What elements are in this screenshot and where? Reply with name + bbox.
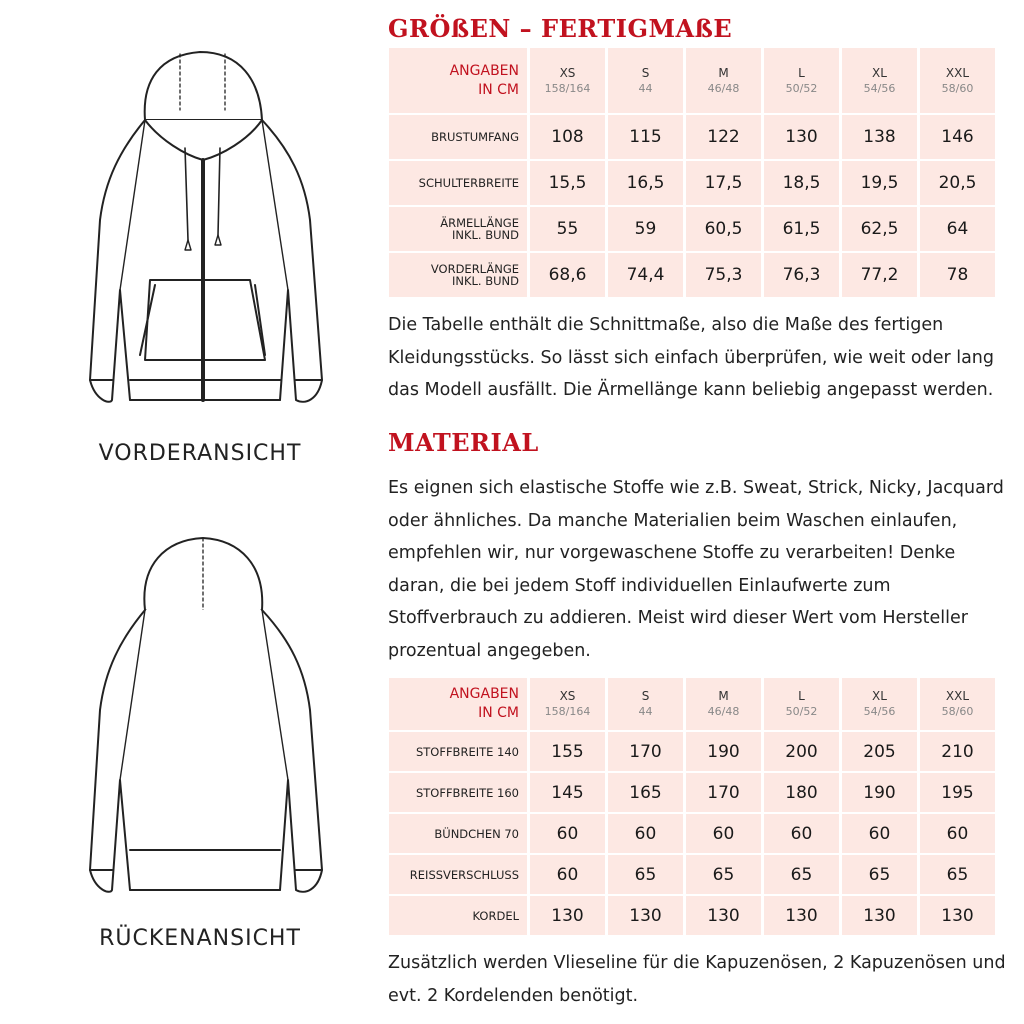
table-cell: 165 bbox=[608, 773, 683, 812]
row-label: STOFFBREITE 140 bbox=[389, 732, 527, 771]
size-sub: 44 bbox=[638, 705, 653, 718]
size-column-head bbox=[608, 678, 683, 730]
table-cell: 65 bbox=[842, 855, 917, 894]
table-cell: 130 bbox=[530, 896, 605, 935]
table-cell: 60 bbox=[686, 814, 761, 853]
table-cell: 200 bbox=[764, 732, 839, 771]
size-name: XS bbox=[559, 65, 576, 80]
size-sub: 46/48 bbox=[707, 705, 740, 718]
row-label-line1: VORDERLÄNGE bbox=[430, 262, 519, 276]
table-cell: 170 bbox=[686, 773, 761, 812]
size-column-head bbox=[686, 48, 761, 113]
table-row bbox=[389, 773, 995, 812]
table-cell: 190 bbox=[842, 773, 917, 812]
table-row bbox=[389, 896, 995, 935]
material-heading: MATERIAL bbox=[388, 428, 539, 457]
size-column-head bbox=[530, 678, 605, 730]
row-label: KORDEL bbox=[389, 896, 527, 935]
table-cell: 60 bbox=[608, 814, 683, 853]
row-label-line1: ÄRMELLÄNGE bbox=[440, 216, 519, 230]
size-name: XXL bbox=[945, 65, 970, 80]
table-cell: 60 bbox=[842, 814, 917, 853]
size-sub: 54/56 bbox=[863, 705, 896, 718]
table-cell: 74,4 bbox=[608, 253, 683, 297]
table-cell: 170 bbox=[608, 732, 683, 771]
size-name: M bbox=[718, 689, 729, 703]
sizes-table bbox=[386, 46, 998, 299]
table-cell: 180 bbox=[764, 773, 839, 812]
row-label-line2: INKL. BUND bbox=[451, 228, 519, 242]
row-label bbox=[389, 115, 527, 159]
size-name: S bbox=[641, 65, 650, 80]
sizes-note: Die Tabelle enthält die Schnittmaße, also die Maße des fertigen Kleidungsstücks. So lässt sich einfach überprüfen, wie weit oder lang das Modell ausfällt. Die Ärmellänge kann beliebig angepasst werden. bbox=[388, 315, 995, 400]
table-cell: 130 bbox=[608, 896, 683, 935]
row-label-line2: INKL. BUND bbox=[451, 274, 519, 288]
table-cell: 130 bbox=[920, 896, 995, 935]
table-cell: 62,5 bbox=[842, 207, 917, 251]
material-table bbox=[386, 676, 998, 937]
table-cell: 76,3 bbox=[764, 253, 839, 297]
table-cell: 16,5 bbox=[608, 161, 683, 205]
size-name: S bbox=[641, 689, 650, 703]
material-text: Es eignen sich elastische Stoffe wie z.B. Sweat, Strick, Nicky, Jacquard oder ähnliches. Da manche Materialien beim Waschen einlaufen, empfehlen wir, nur vorgewaschene Stoffe zu verarbeiten! Denke daran, die bei jedem Stoff individuellen Einlaufwerte zum Stoffverbrauch zu addieren. Meist wird dieser Wert vom Hersteller prozentual angegeben. bbox=[388, 478, 1004, 661]
table-row bbox=[389, 253, 995, 297]
table-row bbox=[389, 732, 995, 771]
size-sub: 54/56 bbox=[863, 81, 896, 95]
size-column-head bbox=[686, 678, 761, 730]
table-cell: 60 bbox=[530, 855, 605, 894]
row-label bbox=[389, 207, 527, 251]
table-cell: 190 bbox=[686, 732, 761, 771]
size-name: XL bbox=[872, 65, 887, 80]
size-column-head bbox=[764, 678, 839, 730]
size-name: L bbox=[798, 65, 805, 80]
front-view-sketch bbox=[50, 40, 370, 420]
size-sub: 58/60 bbox=[941, 81, 974, 95]
table-cell: 19,5 bbox=[842, 161, 917, 205]
table-cell: 20,5 bbox=[920, 161, 995, 205]
material-header-label bbox=[389, 678, 527, 730]
sizes-header-label bbox=[389, 48, 527, 113]
table-cell: 78 bbox=[920, 253, 995, 297]
table-cell: 60,5 bbox=[686, 207, 761, 251]
table-cell: 77,2 bbox=[842, 253, 917, 297]
size-name: XL bbox=[872, 689, 887, 703]
size-column-head bbox=[842, 48, 917, 113]
table-cell: 195 bbox=[920, 773, 995, 812]
sizes-heading: GRÖßEN – FERTIGMAßE bbox=[388, 14, 733, 43]
back-view-label: RÜCKENANSICHT bbox=[99, 926, 301, 951]
table-row bbox=[389, 115, 995, 159]
size-column-head bbox=[842, 678, 917, 730]
table-cell: 115 bbox=[608, 115, 683, 159]
table-cell: 55 bbox=[530, 207, 605, 251]
size-column-head bbox=[764, 48, 839, 113]
sizes-header-row bbox=[389, 48, 995, 113]
table-cell: 130 bbox=[764, 896, 839, 935]
table-cell: 138 bbox=[842, 115, 917, 159]
table-cell: 130 bbox=[842, 896, 917, 935]
size-column-head bbox=[608, 48, 683, 113]
back-view-sketch bbox=[50, 530, 370, 910]
size-column-head bbox=[920, 678, 995, 730]
table-cell: 61,5 bbox=[764, 207, 839, 251]
table-cell: 210 bbox=[920, 732, 995, 771]
table-row bbox=[389, 814, 995, 853]
row-label bbox=[389, 161, 527, 205]
table-row bbox=[389, 855, 995, 894]
table-cell: 130 bbox=[686, 896, 761, 935]
row-label-line1: SCHULTERBREITE bbox=[418, 176, 519, 190]
table-cell: 155 bbox=[530, 732, 605, 771]
row-label: REISSVERSCHLUSS bbox=[389, 855, 527, 894]
table-cell: 75,3 bbox=[686, 253, 761, 297]
table-cell: 130 bbox=[764, 115, 839, 159]
size-column-head bbox=[920, 48, 995, 113]
table-cell: 60 bbox=[920, 814, 995, 853]
size-sub: 158/164 bbox=[544, 705, 591, 718]
table-cell: 65 bbox=[686, 855, 761, 894]
size-name: XXL bbox=[945, 689, 970, 703]
table-cell: 60 bbox=[530, 814, 605, 853]
table-cell: 15,5 bbox=[530, 161, 605, 205]
header-label-line2: IN CM bbox=[478, 81, 519, 98]
table-cell: 146 bbox=[920, 115, 995, 159]
table-cell: 205 bbox=[842, 732, 917, 771]
table-row bbox=[389, 207, 995, 251]
table-cell: 68,6 bbox=[530, 253, 605, 297]
header-label-line1: ANGABEN bbox=[449, 686, 519, 702]
table-cell: 18,5 bbox=[764, 161, 839, 205]
table-cell: 60 bbox=[764, 814, 839, 853]
row-label bbox=[389, 253, 527, 297]
header-label-line1: ANGABEN bbox=[449, 62, 519, 79]
size-sub: 44 bbox=[638, 81, 653, 95]
size-name: L bbox=[798, 689, 805, 703]
row-label: BÜNDCHEN 70 bbox=[389, 814, 527, 853]
table-cell: 108 bbox=[530, 115, 605, 159]
row-label-line1: BRUSTUMFANG bbox=[431, 130, 519, 144]
row-label: STOFFBREITE 160 bbox=[389, 773, 527, 812]
table-row bbox=[389, 161, 995, 205]
size-sub: 46/48 bbox=[707, 81, 740, 95]
material-footnote: Zusätzlich werden Vlieseline für die Kapuzenösen, 2 Kapuzenösen und evt. 2 Kordelenden benötigt. bbox=[388, 953, 1006, 1006]
table-cell: 65 bbox=[764, 855, 839, 894]
table-cell: 65 bbox=[608, 855, 683, 894]
size-sub: 50/52 bbox=[785, 705, 818, 718]
table-cell: 65 bbox=[920, 855, 995, 894]
material-header-row bbox=[389, 678, 995, 730]
size-sub: 50/52 bbox=[785, 81, 818, 95]
size-name: M bbox=[718, 65, 729, 80]
size-column-head bbox=[530, 48, 605, 113]
table-cell: 17,5 bbox=[686, 161, 761, 205]
table-cell: 122 bbox=[686, 115, 761, 159]
header-label-line2: IN CM bbox=[478, 705, 519, 721]
size-name: XS bbox=[559, 689, 576, 703]
table-cell: 59 bbox=[608, 207, 683, 251]
table-cell: 64 bbox=[920, 207, 995, 251]
table-cell: 145 bbox=[530, 773, 605, 812]
size-sub: 158/164 bbox=[544, 81, 591, 95]
sketch-column bbox=[0, 0, 380, 1024]
front-view-label: VORDERANSICHT bbox=[98, 441, 302, 466]
size-sub: 58/60 bbox=[941, 705, 974, 718]
